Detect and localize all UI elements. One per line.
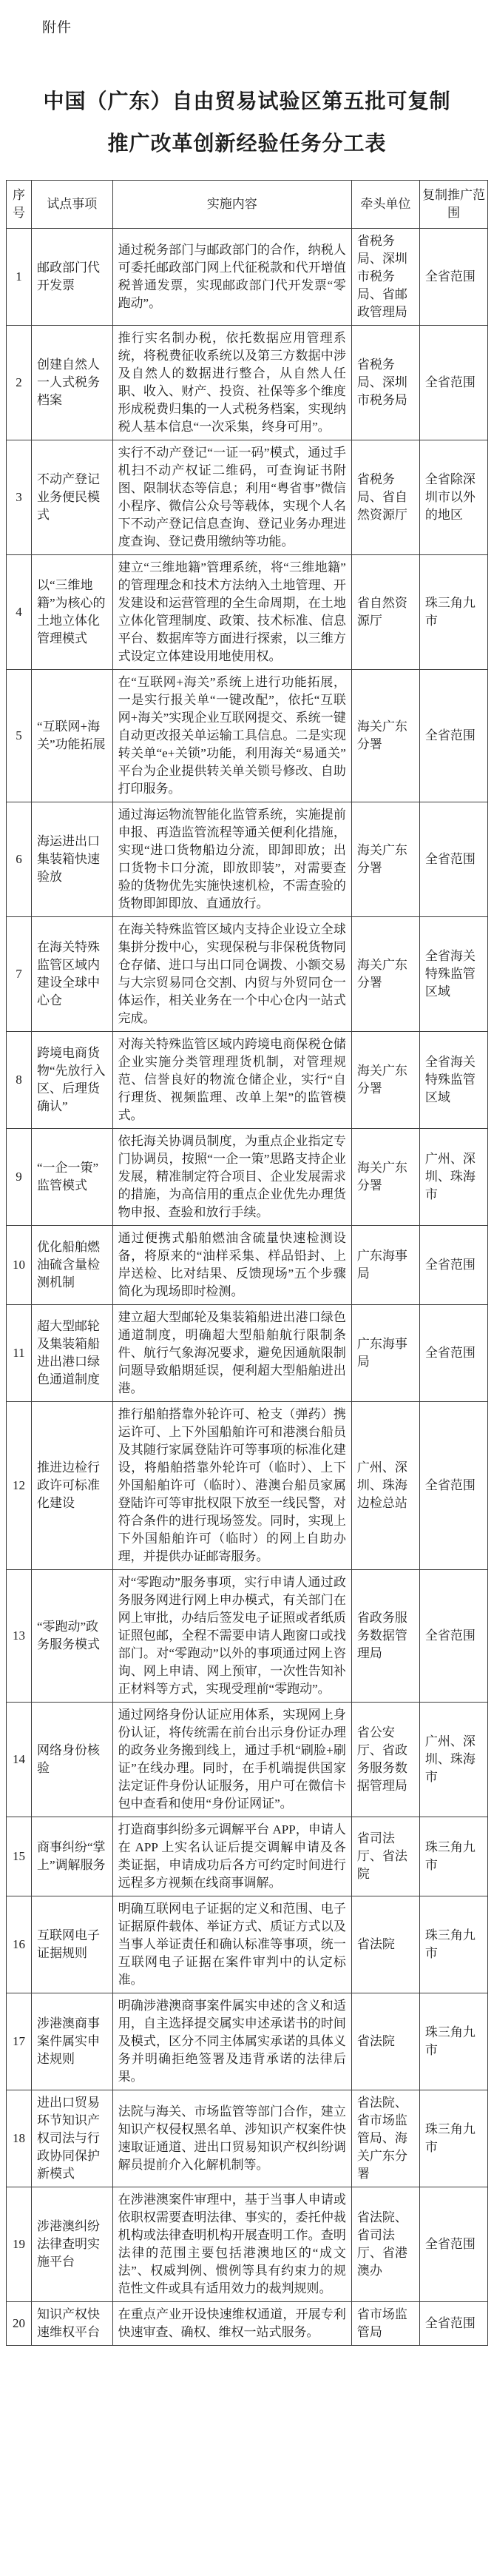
page-title — [0, 81, 494, 165]
lead-unit-cell: 海关广东分署 — [351, 917, 419, 1032]
table-row — [7, 555, 488, 670]
table-row — [7, 1570, 488, 1703]
attachment-label: 附件 — [42, 20, 72, 36]
pilot-item-cell: 海运进出口集装箱快速验放 — [31, 802, 112, 917]
implementation-cell: 在涉港澳案件审理中，基于当事人申请或依职权需要查明法律、事实的，委托仲裁机构或法律查明机构开展查明工作。查明法律的范围主要包括港澳地区的“成文法”、权威判例、惯例等具有约束力的规范性文件或具有适用效力的裁判规则。 — [112, 2187, 351, 2302]
lead-unit-cell: 省税务局、深圳市税务局 — [351, 326, 419, 440]
pilot-item-cell: 以“三维地籍”为核心的土地立体化管理模式 — [31, 555, 112, 670]
scope-cell: 全省范围 — [419, 1402, 487, 1570]
pilot-item-cell: 推进边检行政许可标准化建设 — [31, 1402, 112, 1570]
column-header-pilot-item: 试点事项 — [31, 181, 112, 229]
column-header-implementation: 实施内容 — [112, 181, 351, 229]
lead-unit-cell: 省政务服务数据管理局 — [351, 1570, 419, 1703]
lead-unit-cell: 广州、深圳、珠海边检总站 — [351, 1402, 419, 1570]
lead-unit-cell: 省法院、省司法厅、省港澳办 — [351, 2187, 419, 2302]
pilot-item-cell: 进出口贸易环节知识产权司法与行政协同保护新模式 — [31, 2090, 112, 2187]
table-row — [7, 1305, 488, 1402]
table-row — [7, 1032, 488, 1129]
implementation-cell: 在重点产业开设快速维权通道，开展专利快速审查、确权、维权一站式服务。 — [112, 2302, 351, 2346]
pilot-item-cell: 创建自然人一人式税务档案 — [31, 326, 112, 440]
lead-unit-cell: 海关广东分署 — [351, 802, 419, 917]
scope-cell: 全省范围 — [419, 326, 487, 440]
table-row — [7, 326, 488, 440]
implementation-cell: 建立“三维地籍”管理系统，将“三维地籍”的管理理念和技术方法纳入土地管理、开发建设和运营管理的全生命周期，在土地立体化管理制度、政策、技术标准、信息平台、数据库等方面进行探索，以三维方式设定立体建设用地使用权。 — [112, 555, 351, 670]
scope-cell: 广州、深圳、珠海市 — [419, 1129, 487, 1226]
pilot-item-cell: 超大型邮轮及集装箱船进出港口绿色通道制度 — [31, 1305, 112, 1402]
task-table-body — [7, 229, 488, 2346]
pilot-item-cell: 在海关特殊监管区域内建设全球中心仓 — [31, 917, 112, 1032]
row-number-cell: 3 — [7, 440, 32, 555]
table-row — [7, 2302, 488, 2346]
lead-unit-cell: 广东海事局 — [351, 1226, 419, 1305]
implementation-cell: 在“互联网+海关”系统上进行功能拓展，一是实行报关单“一键改配”，依托“互联网+海关”实现企业互联网提交、系统一键自动更改报关单运输工具信息。二是实现转关单“e+关锁”功能，利用海关“易通关”平台为企业提供转关单关锁号修改、自助打印服务。 — [112, 670, 351, 802]
implementation-cell: 明确涉港澳商事案件属实申述的含义和适用，自主选择提交属实申述承诺书的时间及模式，区分不同主体属实承诺的具体义务并明确拒绝签署及违背承诺的法律后果。 — [112, 1993, 351, 2090]
scope-cell: 全省除深圳市以外的地区 — [419, 440, 487, 555]
scope-cell: 全省海关特殊监管区域 — [419, 1032, 487, 1129]
page-title-line1: 中国（广东）自由贸易试验区第五批可复制 — [43, 90, 451, 113]
pilot-item-cell: 商事纠纷“掌上”调解服务 — [31, 1817, 112, 1896]
table-row — [7, 1817, 488, 1896]
implementation-cell: 建立超大型邮轮及集装箱船进出港口绿色通道制度，明确超大型船舶航行限制条件、航行气象海况要求，避免因通航限制问题导致船期延误，便利超大型船舶进出港。 — [112, 1305, 351, 1402]
implementation-cell: 推行实名制办税，依托数据应用管理系统，将税费征收系统以及第三方数据中涉及自然人的数据进行整合，从自然人任职、收入、财产、投资、社保等多个维度形成税费归集的一人式税务档案，实现纳税人基本信息“一次采集，终身可用”。 — [112, 326, 351, 440]
implementation-cell: 对海关特殊监管区域内跨境电商保税仓储企业实施分类管理理货机制，对管理规范、信誉良好的物流仓储企业，实行“自行理货、视频监理、改单上架”的监管模式。 — [112, 1032, 351, 1129]
implementation-cell: 依托海关协调员制度，为重点企业指定专门协调员，按照“一企一策”思路支持企业发展，精准制定符合项目、企业发展需求的措施，为高信用的重点企业优先办理货物申报、查验和放行手续。 — [112, 1129, 351, 1226]
scope-cell: 全省范围 — [419, 670, 487, 802]
row-number-cell: 1 — [7, 229, 32, 326]
lead-unit-cell: 省税务局、深圳市税务局、省邮政管理局 — [351, 229, 419, 326]
column-header-no: 序号 — [7, 181, 32, 229]
pilot-item-cell: 知识产权快速维权平台 — [31, 2302, 112, 2346]
lead-unit-cell: 省法院 — [351, 1896, 419, 1993]
implementation-cell: 推行船舶搭靠外轮许可、枪支（弹药）携运许可、上下外国船舶许可和港澳台船员及其随行家属登陆许可等事项的标准化建设，将船舶搭靠外轮许可（临时）、上下外国船舶许可（临时）、港澳台船员家属登陆许可等审批权限下放至一线民警，对符合条件的进行现场签发。同时，实现上下外国船舶许可（临时）的网上自助办理，并提供办证邮寄服务。 — [112, 1402, 351, 1570]
row-number-cell: 15 — [7, 1817, 32, 1896]
table-row — [7, 1896, 488, 1993]
table-row — [7, 670, 488, 802]
pilot-item-cell: 不动产登记业务便民模式 — [31, 440, 112, 555]
table-row — [7, 1226, 488, 1305]
page-title-line2: 推广改革创新经验任务分工表 — [107, 133, 387, 155]
lead-unit-cell: 海关广东分署 — [351, 1129, 419, 1226]
scope-cell: 全省范围 — [419, 1226, 487, 1305]
column-header-scope: 复制推广范围 — [419, 181, 487, 229]
table-row — [7, 917, 488, 1032]
implementation-cell: 实行不动产登记“一证一码”模式，通过手机扫不动产权证二维码，可查询证书附图、限制状态等信息；利用“粤省事”微信小程序、微信公众号等载体，实现个人名下不动产登记信息查询、登记业务办理进度查询、登记费用缴纳等功能。 — [112, 440, 351, 555]
row-number-cell: 13 — [7, 1570, 32, 1703]
row-number-cell: 12 — [7, 1402, 32, 1570]
row-number-cell: 14 — [7, 1703, 32, 1817]
implementation-cell: 在海关特殊监管区域内支持企业设立全球集拼分拨中心，实现保税与非保税货物同仓存储、进口与出口同仓调拨、小额交易与大宗贸易同仓交割、内贸与外贸同仓一体运作，相关业务在一个中心仓内一站式完成。 — [112, 917, 351, 1032]
table-row — [7, 440, 488, 555]
row-number-cell: 2 — [7, 326, 32, 440]
table-row — [7, 229, 488, 326]
row-number-cell: 17 — [7, 1993, 32, 2090]
lead-unit-cell: 省法院、省市场监管局、海关广东分署 — [351, 2090, 419, 2187]
pilot-item-cell: 优化船舶燃油硫含量检测机制 — [31, 1226, 112, 1305]
column-header-lead-unit: 牵头单位 — [351, 181, 419, 229]
lead-unit-cell: 省法院 — [351, 1993, 419, 2090]
pilot-item-cell: “一企一策”监管模式 — [31, 1129, 112, 1226]
row-number-cell: 7 — [7, 917, 32, 1032]
scope-cell: 全省海关特殊监管区域 — [419, 917, 487, 1032]
row-number-cell: 10 — [7, 1226, 32, 1305]
scope-cell: 珠三角九市 — [419, 555, 487, 670]
table-row — [7, 1993, 488, 2090]
row-number-cell: 20 — [7, 2302, 32, 2346]
row-number-cell: 5 — [7, 670, 32, 802]
implementation-cell: 法院与海关、市场监管等部门合作，建立知识产权侵权黑名单、涉知识产权案件快速取证通道、进出口贸易知识产权纠纷调解员提前介入化解机制等。 — [112, 2090, 351, 2187]
table-row — [7, 1402, 488, 1570]
pilot-item-cell: 涉港澳纠纷法律查明实施平台 — [31, 2187, 112, 2302]
implementation-cell: 通过税务部门与邮政部门的合作，纳税人可委托邮政部门网上代征税款和代开增值税普通发票，实现邮政部门代开发票“零跑动”。 — [112, 229, 351, 326]
scope-cell: 珠三角九市 — [419, 1896, 487, 1993]
lead-unit-cell: 省市场监管局 — [351, 2302, 419, 2346]
lead-unit-cell: 省税务局、省自然资源厅 — [351, 440, 419, 555]
table-row — [7, 2090, 488, 2187]
table-row — [7, 1703, 488, 1817]
implementation-cell: 对“零跑动”服务事项，实行申请人通过政务服务网进行网上申办模式，有关部门在网上审批，办结后签发电子证照或者纸质证照包邮，全程不需要申请人跑窗口或找部门。对“零跑动”以外的事项通过网上咨询、网上申请、网上预审，一次性告知补正材料等方式，实现受理前“零跑动”。 — [112, 1570, 351, 1703]
pilot-item-cell: 互联网电子证据规则 — [31, 1896, 112, 1993]
scope-cell: 全省范围 — [419, 2302, 487, 2346]
pilot-item-cell: “零跑动”政务服务模式 — [31, 1570, 112, 1703]
table-header-row — [7, 181, 488, 229]
row-number-cell: 9 — [7, 1129, 32, 1226]
pilot-item-cell: 邮政部门代开发票 — [31, 229, 112, 326]
row-number-cell: 16 — [7, 1896, 32, 1993]
scope-cell: 全省范围 — [419, 1570, 487, 1703]
scope-cell: 珠三角九市 — [419, 1993, 487, 2090]
implementation-cell: 打造商事纠纷多元调解平台 APP，申请人在 APP 上实名认证后提交调解申请及各类证据，申请成功后各方可约定时间进行远程多方视频在线商事调解。 — [112, 1817, 351, 1896]
implementation-cell: 通过海运物流智能化监管系统，实施提前申报、再造监管流程等通关便利化措施，实现“进口货物船边分流，即卸即放；出口货物卡口分流，即放即装”，对需要查验的货物优先实施快速机检，不需查验的货物即卸即放、直通放行。 — [112, 802, 351, 917]
lead-unit-cell: 省司法厅、省法院 — [351, 1817, 419, 1896]
row-number-cell: 8 — [7, 1032, 32, 1129]
scope-cell: 全省范围 — [419, 229, 487, 326]
pilot-item-cell: 涉港澳商事案件属实申述规则 — [31, 1993, 112, 2090]
scope-cell: 全省范围 — [419, 2187, 487, 2302]
pilot-item-cell: “互联网+海关”功能拓展 — [31, 670, 112, 802]
row-number-cell: 19 — [7, 2187, 32, 2302]
scope-cell: 全省范围 — [419, 802, 487, 917]
implementation-cell: 通过便携式船舶燃油含硫量快速检测设备，将原来的“油样采集、样品铅封、上岸送检、比对结果、反馈现场”五个步骤简化为现场即时检测。 — [112, 1226, 351, 1305]
implementation-cell: 通过网络身份认证应用体系，实现网上身份认证，将传统需在前台出示身份证办理的政务业务搬到线上，通过手机“刷脸+刷证”在线办理。同时，在手机端提供国家法定证件身份认证服务，用户可在微信卡包中查看和使用“身份证网证”。 — [112, 1703, 351, 1817]
lead-unit-cell: 省自然资源厅 — [351, 555, 419, 670]
scope-cell: 珠三角九市 — [419, 1817, 487, 1896]
row-number-cell: 4 — [7, 555, 32, 670]
lead-unit-cell: 海关广东分署 — [351, 670, 419, 802]
task-division-table — [6, 180, 488, 2346]
lead-unit-cell: 省公安厅、省政务服务数据管理局 — [351, 1703, 419, 1817]
row-number-cell: 6 — [7, 802, 32, 917]
pilot-item-cell: 网络身份核验 — [31, 1703, 112, 1817]
scope-cell: 珠三角九市 — [419, 2090, 487, 2187]
lead-unit-cell: 海关广东分署 — [351, 1032, 419, 1129]
implementation-cell: 明确互联网电子证据的定义和范围、电子证据原件载体、举证方式、质证方式以及当事人举证责任和确认标准等事项，统一互联网电子证据在案件审判中的认定标准。 — [112, 1896, 351, 1993]
row-number-cell: 11 — [7, 1305, 32, 1402]
scope-cell: 广州、深圳、珠海市 — [419, 1703, 487, 1817]
table-row — [7, 802, 488, 917]
row-number-cell: 18 — [7, 2090, 32, 2187]
pilot-item-cell: 跨境电商货物“先放行入区、后理货确认” — [31, 1032, 112, 1129]
scope-cell: 全省范围 — [419, 1305, 487, 1402]
table-row — [7, 2187, 488, 2302]
table-row — [7, 1129, 488, 1226]
lead-unit-cell: 广东海事局 — [351, 1305, 419, 1402]
